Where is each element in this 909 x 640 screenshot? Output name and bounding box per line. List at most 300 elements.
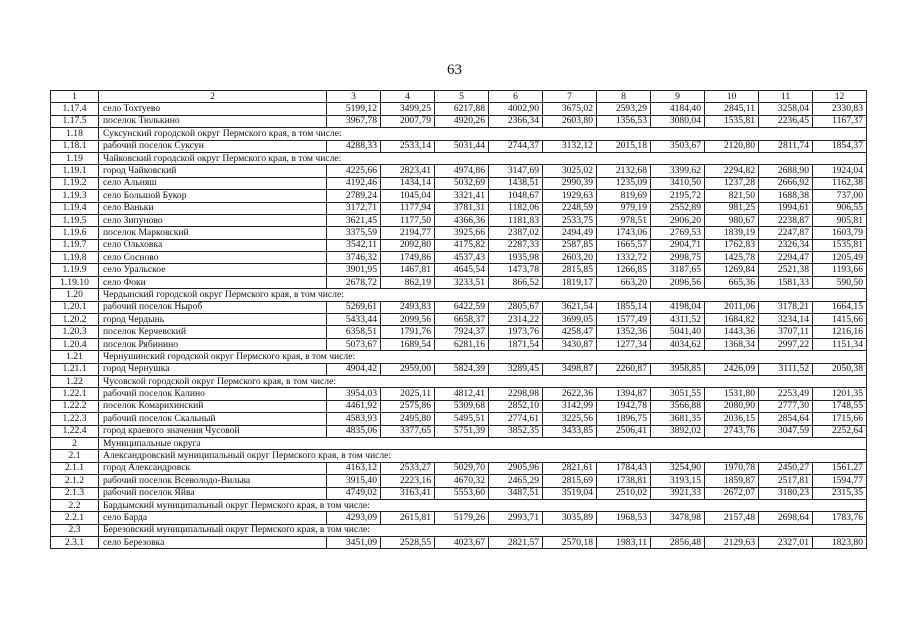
value-cell: 978,51 xyxy=(597,214,651,226)
value-cell: 2326,34 xyxy=(759,239,813,251)
table-row xyxy=(51,487,867,499)
row-name: город краевого значения Чусовой xyxy=(99,425,327,437)
row-code: 2.1.1 xyxy=(51,462,99,474)
row-name: город Чернушка xyxy=(99,363,327,375)
row-name: поселок Тюлькино xyxy=(99,115,327,127)
value-cell: 1973,76 xyxy=(489,326,543,338)
value-cell: 5495,51 xyxy=(435,413,489,425)
value-cell: 2906,20 xyxy=(651,214,705,226)
table-row xyxy=(51,252,867,264)
value-cell: 906,55 xyxy=(813,202,867,214)
column-number: 1 xyxy=(51,91,99,103)
row-code: 1.19.10 xyxy=(51,276,99,288)
value-cell: 6358,51 xyxy=(327,326,381,338)
group-row xyxy=(51,450,867,462)
row-name: Муниципальные округа xyxy=(99,437,867,449)
column-number: 5 xyxy=(435,91,489,103)
group-row xyxy=(51,437,867,449)
column-number: 6 xyxy=(489,91,543,103)
value-cell: 3142,99 xyxy=(543,400,597,412)
row-name: Чусовской городской округ Пермского края, в том числе: xyxy=(99,375,867,387)
value-cell: 3707,11 xyxy=(759,326,813,338)
value-cell: 1762,83 xyxy=(705,239,759,251)
value-cell: 3498,87 xyxy=(543,363,597,375)
table-row xyxy=(51,140,867,152)
value-cell: 2080,90 xyxy=(705,400,759,412)
value-cell: 2314,22 xyxy=(489,314,543,326)
value-cell: 5309,68 xyxy=(435,400,489,412)
value-cell: 2815,69 xyxy=(543,475,597,487)
row-name: Суксунский городской округ Пермского края, в том числе: xyxy=(99,128,867,140)
value-cell: 2195,72 xyxy=(651,190,705,202)
value-cell: 4192,46 xyxy=(327,177,381,189)
row-name: рабочий поселок Калино xyxy=(99,388,327,400)
value-cell: 2510,02 xyxy=(597,487,651,499)
tariff-table xyxy=(50,90,867,549)
value-cell: 6281,16 xyxy=(435,338,489,350)
value-cell: 1266,85 xyxy=(597,264,651,276)
value-cell: 2099,56 xyxy=(381,314,435,326)
row-name: поселок Комарихинский xyxy=(99,400,327,412)
value-cell: 1332,72 xyxy=(597,252,651,264)
column-number: 9 xyxy=(651,91,705,103)
row-name: село Альняш xyxy=(99,177,327,189)
value-cell: 2789,24 xyxy=(327,190,381,202)
column-number-row xyxy=(51,91,867,103)
value-cell: 3892,02 xyxy=(651,425,705,437)
row-code: 2.2 xyxy=(51,499,99,511)
value-cell: 1531,80 xyxy=(705,388,759,400)
value-cell: 2769,53 xyxy=(651,227,705,239)
value-cell: 1749,86 xyxy=(381,252,435,264)
value-cell: 4583,93 xyxy=(327,413,381,425)
group-row xyxy=(51,524,867,536)
value-cell: 2815,85 xyxy=(543,264,597,276)
row-name: село Ваньки xyxy=(99,202,327,214)
value-cell: 2845,11 xyxy=(705,103,759,115)
value-cell: 2593,29 xyxy=(597,103,651,115)
value-cell: 1994,61 xyxy=(759,202,813,214)
value-cell: 1177,94 xyxy=(381,202,435,214)
value-cell: 2774,61 xyxy=(489,413,543,425)
row-name: рабочий поселок Яйва xyxy=(99,487,327,499)
row-name: село Сосново xyxy=(99,252,327,264)
value-cell: 2998,75 xyxy=(651,252,705,264)
row-name: рабочий поселок Всеволодо-Вильва xyxy=(99,475,327,487)
value-cell: 3180,23 xyxy=(759,487,813,499)
row-name: село Березовка xyxy=(99,537,327,549)
value-cell: 1603,79 xyxy=(813,227,867,239)
value-cell: 1896,75 xyxy=(597,413,651,425)
value-cell: 2366,34 xyxy=(489,115,543,127)
value-cell: 3852,35 xyxy=(489,425,543,437)
table-row xyxy=(51,202,867,214)
row-name: село Ольховка xyxy=(99,239,327,251)
table-row xyxy=(51,462,867,474)
value-cell: 4461,92 xyxy=(327,400,381,412)
row-code: 1.22 xyxy=(51,375,99,387)
table-row xyxy=(51,177,867,189)
value-cell: 1356,53 xyxy=(597,115,651,127)
value-cell: 2993,71 xyxy=(489,512,543,524)
page-number: 63 xyxy=(447,62,462,78)
value-cell: 2330,83 xyxy=(813,103,867,115)
value-cell: 2821,61 xyxy=(543,462,597,474)
value-cell: 1182,06 xyxy=(489,202,543,214)
value-cell: 3621,54 xyxy=(543,301,597,313)
value-cell: 2015,18 xyxy=(597,140,651,152)
value-cell: 1970,78 xyxy=(705,462,759,474)
value-cell: 1415,66 xyxy=(813,314,867,326)
row-name: город Александровск xyxy=(99,462,327,474)
value-cell: 3901,95 xyxy=(327,264,381,276)
value-cell: 2777,30 xyxy=(759,400,813,412)
value-cell: 3132,12 xyxy=(543,140,597,152)
value-cell: 2990,39 xyxy=(543,177,597,189)
value-cell: 3377,65 xyxy=(381,425,435,437)
row-name: город Чердынь xyxy=(99,314,327,326)
row-name: рабочий поселок Скальный xyxy=(99,413,327,425)
row-name: Чайковский городской округ Пермского края, в том числе: xyxy=(99,152,867,164)
value-cell: 2805,67 xyxy=(489,301,543,313)
row-code: 1.18 xyxy=(51,128,99,140)
value-cell: 3258,04 xyxy=(759,103,813,115)
value-cell: 2506,41 xyxy=(597,425,651,437)
group-row xyxy=(51,375,867,387)
value-cell: 980,67 xyxy=(705,214,759,226)
value-cell: 2904,71 xyxy=(651,239,705,251)
table-row xyxy=(51,301,867,313)
value-cell: 3487,51 xyxy=(489,487,543,499)
value-cell: 2744,37 xyxy=(489,140,543,152)
row-code: 1.19.5 xyxy=(51,214,99,226)
value-cell: 2011,06 xyxy=(705,301,759,313)
column-number: 3 xyxy=(327,91,381,103)
row-code: 2.2.1 xyxy=(51,512,99,524)
value-cell: 981,25 xyxy=(705,202,759,214)
row-name: село Фоки xyxy=(99,276,327,288)
row-code: 1.17.4 xyxy=(51,103,99,115)
value-cell: 4002,90 xyxy=(489,103,543,115)
value-cell: 5041,40 xyxy=(651,326,705,338)
table-row xyxy=(51,165,867,177)
value-cell: 2570,18 xyxy=(543,537,597,549)
row-name: поселок Керчевский xyxy=(99,326,327,338)
value-cell: 1715,66 xyxy=(813,413,867,425)
value-cell: 3451,09 xyxy=(327,537,381,549)
row-code: 1.22.1 xyxy=(51,388,99,400)
value-cell: 3025,02 xyxy=(543,165,597,177)
row-name: Бардымский муниципальный округ Пермского края, в том числе: xyxy=(99,499,867,511)
value-cell: 3187,65 xyxy=(651,264,705,276)
value-cell: 1577,49 xyxy=(597,314,651,326)
value-cell: 3375,59 xyxy=(327,227,381,239)
row-name: поселок Марковский xyxy=(99,227,327,239)
value-cell: 4749,02 xyxy=(327,487,381,499)
value-cell: 3958,85 xyxy=(651,363,705,375)
value-cell: 2132,68 xyxy=(597,165,651,177)
value-cell: 4034,62 xyxy=(651,338,705,350)
table-row xyxy=(51,276,867,288)
value-cell: 2426,09 xyxy=(705,363,759,375)
value-cell: 3430,87 xyxy=(543,338,597,350)
row-name: Березовский муниципальный округ Пермского края, в том числе: xyxy=(99,524,867,536)
value-cell: 3519,04 xyxy=(543,487,597,499)
value-cell: 5751,39 xyxy=(435,425,489,437)
value-cell: 4225,66 xyxy=(327,165,381,177)
value-cell: 905,81 xyxy=(813,214,867,226)
value-cell: 2036,15 xyxy=(705,413,759,425)
value-cell: 2533,27 xyxy=(381,462,435,474)
value-cell: 3503,67 xyxy=(651,140,705,152)
row-code: 1.19.1 xyxy=(51,165,99,177)
value-cell: 4645,54 xyxy=(435,264,489,276)
value-cell: 2223,16 xyxy=(381,475,435,487)
row-name: село Барда xyxy=(99,512,327,524)
value-cell: 2494,49 xyxy=(543,227,597,239)
value-cell: 3172,71 xyxy=(327,202,381,214)
value-cell: 2465,29 xyxy=(489,475,543,487)
value-cell: 1854,37 xyxy=(813,140,867,152)
column-number: 2 xyxy=(99,91,327,103)
value-cell: 1352,36 xyxy=(597,326,651,338)
value-cell: 2120,80 xyxy=(705,140,759,152)
value-cell: 1689,54 xyxy=(381,338,435,350)
value-cell: 3681,35 xyxy=(651,413,705,425)
value-cell: 2622,36 xyxy=(543,388,597,400)
value-cell: 6658,37 xyxy=(435,314,489,326)
value-cell: 3566,88 xyxy=(651,400,705,412)
value-cell: 1438,51 xyxy=(489,177,543,189)
value-cell: 866,52 xyxy=(489,276,543,288)
value-cell: 1748,55 xyxy=(813,400,867,412)
row-code: 1.19.6 xyxy=(51,227,99,239)
row-code: 1.21.1 xyxy=(51,363,99,375)
value-cell: 6422,59 xyxy=(435,301,489,313)
value-cell: 4288,33 xyxy=(327,140,381,152)
value-cell: 4920,26 xyxy=(435,115,489,127)
group-row xyxy=(51,351,867,363)
value-cell: 5179,26 xyxy=(435,512,489,524)
row-code: 1.19.9 xyxy=(51,264,99,276)
column-number: 7 xyxy=(543,91,597,103)
value-cell: 3163,41 xyxy=(381,487,435,499)
value-cell: 2672,07 xyxy=(705,487,759,499)
row-code: 1.17.5 xyxy=(51,115,99,127)
value-cell: 1443,36 xyxy=(705,326,759,338)
value-cell: 2298,98 xyxy=(489,388,543,400)
table-row xyxy=(51,425,867,437)
value-cell: 2517,81 xyxy=(759,475,813,487)
value-cell: 5269,61 xyxy=(327,301,381,313)
table-row xyxy=(51,363,867,375)
value-cell: 2327,01 xyxy=(759,537,813,549)
row-name: город Чайковский xyxy=(99,165,327,177)
table-row xyxy=(51,400,867,412)
table-row xyxy=(51,264,867,276)
table-row xyxy=(51,326,867,338)
value-cell: 5031,44 xyxy=(435,140,489,152)
row-name: Чердынский городской округ Пермского края, в том числе: xyxy=(99,289,867,301)
row-code: 1.19 xyxy=(51,152,99,164)
row-name: село Уральское xyxy=(99,264,327,276)
value-cell: 2856,48 xyxy=(651,537,705,549)
row-code: 2.1 xyxy=(51,450,99,462)
value-cell: 5032,69 xyxy=(435,177,489,189)
value-cell: 4812,41 xyxy=(435,388,489,400)
value-cell: 2905,96 xyxy=(489,462,543,474)
value-cell: 1269,84 xyxy=(705,264,759,276)
row-code: 1.20.3 xyxy=(51,326,99,338)
value-cell: 3921,33 xyxy=(651,487,705,499)
value-cell: 2811,74 xyxy=(759,140,813,152)
value-cell: 2315,35 xyxy=(813,487,867,499)
value-cell: 2533,75 xyxy=(543,214,597,226)
value-cell: 2533,14 xyxy=(381,140,435,152)
table-row xyxy=(51,537,867,549)
value-cell: 1684,82 xyxy=(705,314,759,326)
value-cell: 2823,41 xyxy=(381,165,435,177)
value-cell: 1664,15 xyxy=(813,301,867,313)
row-code: 1.22.3 xyxy=(51,413,99,425)
value-cell: 2688,90 xyxy=(759,165,813,177)
value-cell: 1277,34 xyxy=(597,338,651,350)
value-cell: 5553,60 xyxy=(435,487,489,499)
row-code: 1.20.4 xyxy=(51,338,99,350)
row-name: Чернушинский городской округ Пермского края, в том числе: xyxy=(99,351,867,363)
value-cell: 2493,83 xyxy=(381,301,435,313)
table-row xyxy=(51,338,867,350)
value-cell: 1151,34 xyxy=(813,338,867,350)
value-cell: 1791,76 xyxy=(381,326,435,338)
value-cell: 1535,81 xyxy=(705,115,759,127)
row-name: село Зипуново xyxy=(99,214,327,226)
value-cell: 2997,22 xyxy=(759,338,813,350)
table-row xyxy=(51,512,867,524)
value-cell: 1473,78 xyxy=(489,264,543,276)
value-cell: 2252,64 xyxy=(813,425,867,437)
value-cell: 3254,90 xyxy=(651,462,705,474)
value-cell: 4366,36 xyxy=(435,214,489,226)
value-cell: 1968,53 xyxy=(597,512,651,524)
value-cell: 2294,47 xyxy=(759,252,813,264)
value-cell: 3289,45 xyxy=(489,363,543,375)
value-cell: 1045,04 xyxy=(381,190,435,202)
row-name: поселок Рябинино xyxy=(99,338,327,350)
value-cell: 1743,06 xyxy=(597,227,651,239)
value-cell: 4198,04 xyxy=(651,301,705,313)
value-cell: 3234,14 xyxy=(759,314,813,326)
value-cell: 2050,38 xyxy=(813,363,867,375)
value-cell: 4974,86 xyxy=(435,165,489,177)
value-cell: 2450,27 xyxy=(759,462,813,474)
value-cell: 4258,47 xyxy=(543,326,597,338)
value-cell: 1216,16 xyxy=(813,326,867,338)
value-cell: 1467,81 xyxy=(381,264,435,276)
row-code: 1.19.8 xyxy=(51,252,99,264)
value-cell: 821,50 xyxy=(705,190,759,202)
value-cell: 2194,77 xyxy=(381,227,435,239)
value-cell: 2821,57 xyxy=(489,537,543,549)
value-cell: 2007,79 xyxy=(381,115,435,127)
value-cell: 4023,67 xyxy=(435,537,489,549)
row-name: Александровский муниципальный округ Пермского края, в том числе: xyxy=(99,450,867,462)
value-cell: 1783,76 xyxy=(813,512,867,524)
value-cell: 979,19 xyxy=(597,202,651,214)
value-cell: 2521,38 xyxy=(759,264,813,276)
value-cell: 6217,88 xyxy=(435,103,489,115)
row-code: 2.1.2 xyxy=(51,475,99,487)
value-cell: 1167,37 xyxy=(813,115,867,127)
value-cell: 1688,38 xyxy=(759,190,813,202)
value-cell: 1855,14 xyxy=(597,301,651,313)
value-cell: 2852,10 xyxy=(489,400,543,412)
value-cell: 737,00 xyxy=(813,190,867,202)
value-cell: 3954,03 xyxy=(327,388,381,400)
row-code: 1.19.3 xyxy=(51,190,99,202)
value-cell: 4904,42 xyxy=(327,363,381,375)
row-code: 1.19.7 xyxy=(51,239,99,251)
value-cell: 2253,49 xyxy=(759,388,813,400)
value-cell: 1983,11 xyxy=(597,537,651,549)
value-cell: 4293,09 xyxy=(327,512,381,524)
value-cell: 2157,48 xyxy=(705,512,759,524)
value-cell: 3225,56 xyxy=(543,413,597,425)
value-cell: 1871,54 xyxy=(489,338,543,350)
value-cell: 2743,76 xyxy=(705,425,759,437)
value-cell: 3178,21 xyxy=(759,301,813,313)
value-cell: 4670,32 xyxy=(435,475,489,487)
value-cell: 2575,86 xyxy=(381,400,435,412)
value-cell: 3080,04 xyxy=(651,115,705,127)
value-cell: 1594,77 xyxy=(813,475,867,487)
value-cell: 1924,04 xyxy=(813,165,867,177)
value-cell: 4835,06 xyxy=(327,425,381,437)
value-cell: 1177,50 xyxy=(381,214,435,226)
value-cell: 3675,02 xyxy=(543,103,597,115)
value-cell: 4537,43 xyxy=(435,252,489,264)
value-cell: 1935,98 xyxy=(489,252,543,264)
value-cell: 2528,55 xyxy=(381,537,435,549)
row-code: 2.3 xyxy=(51,524,99,536)
value-cell: 1535,81 xyxy=(813,239,867,251)
value-cell: 2587,85 xyxy=(543,239,597,251)
column-number: 11 xyxy=(759,91,813,103)
value-cell: 1929,63 xyxy=(543,190,597,202)
value-cell: 2096,56 xyxy=(651,276,705,288)
column-number: 8 xyxy=(597,91,651,103)
row-name: село Тохтуево xyxy=(99,103,327,115)
value-cell: 2260,87 xyxy=(597,363,651,375)
value-cell: 2854,64 xyxy=(759,413,813,425)
value-cell: 1235,09 xyxy=(597,177,651,189)
value-cell: 3111,52 xyxy=(759,363,813,375)
column-number: 10 xyxy=(705,91,759,103)
value-cell: 1425,78 xyxy=(705,252,759,264)
table-row xyxy=(51,214,867,226)
value-cell: 3542,11 xyxy=(327,239,381,251)
value-cell: 3746,32 xyxy=(327,252,381,264)
value-cell: 2698,64 xyxy=(759,512,813,524)
row-code: 2.1.3 xyxy=(51,487,99,499)
row-name: рабочий поселок Ныроб xyxy=(99,301,327,313)
value-cell: 4184,40 xyxy=(651,103,705,115)
value-cell: 3233,51 xyxy=(435,276,489,288)
value-cell: 2129,63 xyxy=(705,537,759,549)
row-code: 1.22.4 xyxy=(51,425,99,437)
row-code: 2 xyxy=(51,437,99,449)
value-cell: 5029,70 xyxy=(435,462,489,474)
